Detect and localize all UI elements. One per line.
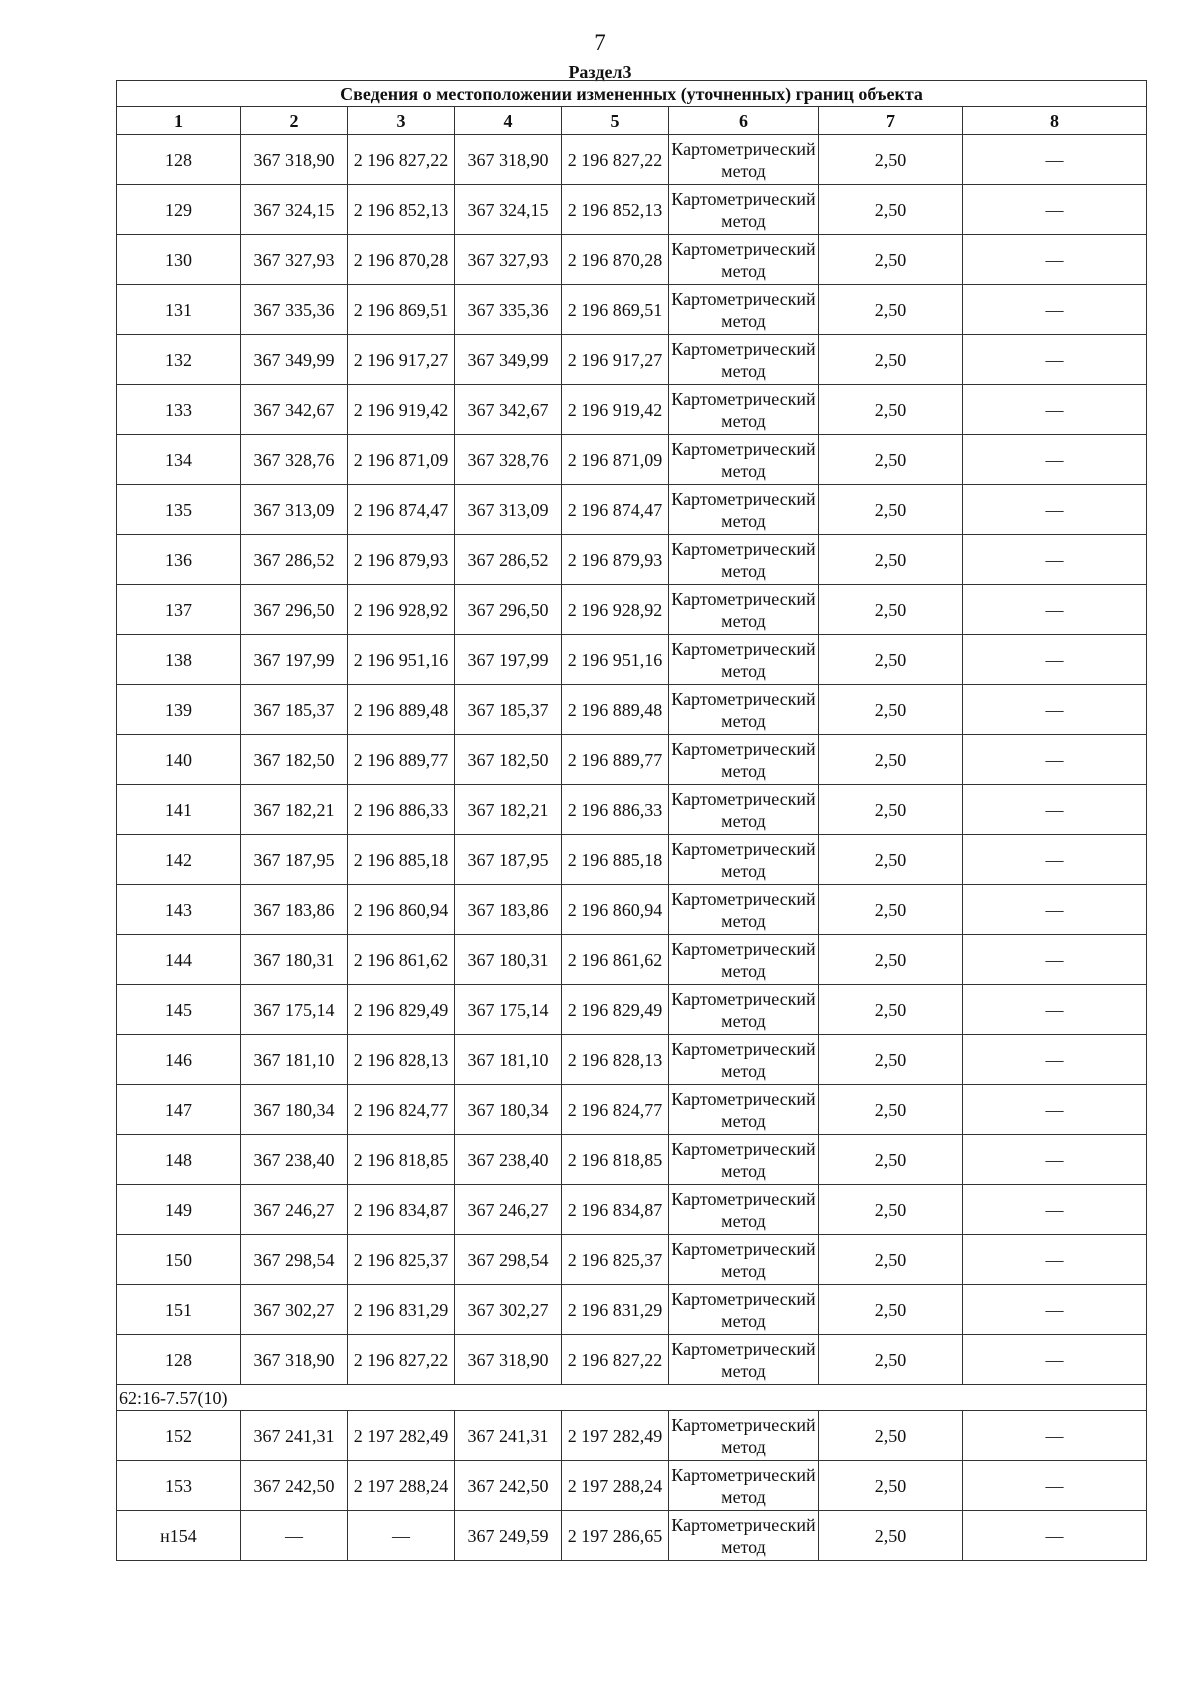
new-x-cell: 367 327,93: [455, 235, 562, 285]
column-header: 2: [241, 107, 348, 135]
table-body: [117, 81, 1147, 1561]
existing-x-cell: 367 342,67: [241, 385, 348, 435]
existing-y-cell: 2 197 282,49: [348, 1411, 455, 1461]
table-row: [117, 735, 1147, 785]
new-y-cell: 2 196 889,48: [562, 685, 669, 735]
method-cell: Картометрический метод: [669, 735, 819, 785]
existing-x-cell: 367 349,99: [241, 335, 348, 385]
existing-x-cell: 367 241,31: [241, 1411, 348, 1461]
existing-x-cell: 367 185,37: [241, 685, 348, 735]
method-cell: Картометрический метод: [669, 1135, 819, 1185]
description-cell: —: [963, 935, 1147, 985]
existing-y-cell: 2 196 827,22: [348, 1335, 455, 1385]
existing-x-cell: 367 324,15: [241, 185, 348, 235]
new-x-cell: 367 182,21: [455, 785, 562, 835]
accuracy-cell: 2,50: [819, 335, 963, 385]
new-x-cell: 367 313,09: [455, 485, 562, 535]
point-number-cell: 128: [117, 1335, 241, 1385]
existing-y-cell: 2 196 829,49: [348, 985, 455, 1035]
method-cell: Картометрический метод: [669, 1335, 819, 1385]
point-number-cell: 144: [117, 935, 241, 985]
description-cell: —: [963, 1235, 1147, 1285]
existing-x-cell: 367 286,52: [241, 535, 348, 585]
new-y-cell: 2 196 917,27: [562, 335, 669, 385]
point-number-cell: 137: [117, 585, 241, 635]
description-cell: —: [963, 1085, 1147, 1135]
new-x-cell: 367 241,31: [455, 1411, 562, 1461]
new-x-cell: 367 302,27: [455, 1285, 562, 1335]
point-number-cell: 136: [117, 535, 241, 585]
description-cell: —: [963, 885, 1147, 935]
new-x-cell: 367 181,10: [455, 1035, 562, 1085]
description-cell: —: [963, 985, 1147, 1035]
new-y-cell: 2 196 827,22: [562, 135, 669, 185]
existing-y-cell: 2 196 869,51: [348, 285, 455, 335]
point-number-cell: 153: [117, 1461, 241, 1511]
point-number-cell: 150: [117, 1235, 241, 1285]
new-x-cell: 367 298,54: [455, 1235, 562, 1285]
new-y-cell: 2 196 829,49: [562, 985, 669, 1035]
table-row: [117, 935, 1147, 985]
accuracy-cell: 2,50: [819, 1135, 963, 1185]
point-number-cell: 133: [117, 385, 241, 435]
new-x-cell: 367 187,95: [455, 835, 562, 885]
accuracy-cell: 2,50: [819, 235, 963, 285]
table-row: [117, 1511, 1147, 1561]
new-x-cell: 367 342,67: [455, 385, 562, 435]
existing-x-cell: 367 197,99: [241, 635, 348, 685]
boundary-coordinates-table: [116, 80, 1147, 1561]
accuracy-cell: 2,50: [819, 485, 963, 535]
method-cell: Картометрический метод: [669, 1085, 819, 1135]
accuracy-cell: 2,50: [819, 685, 963, 735]
column-header: 5: [562, 107, 669, 135]
point-number-cell: 146: [117, 1035, 241, 1085]
table-row: [117, 1135, 1147, 1185]
method-cell: Картометрический метод: [669, 285, 819, 335]
new-y-cell: 2 197 288,24: [562, 1461, 669, 1511]
table-row: [117, 335, 1147, 385]
method-cell: Картометрический метод: [669, 585, 819, 635]
point-number-cell: 130: [117, 235, 241, 285]
method-cell: Картометрический метод: [669, 1035, 819, 1085]
method-cell: Картометрический метод: [669, 1511, 819, 1561]
new-y-cell: 2 196 828,13: [562, 1035, 669, 1085]
existing-y-cell: 2 196 917,27: [348, 335, 455, 385]
new-y-cell: 2 196 886,33: [562, 785, 669, 835]
existing-y-cell: 2 197 288,24: [348, 1461, 455, 1511]
existing-x-cell: 367 180,34: [241, 1085, 348, 1135]
new-y-cell: 2 196 818,85: [562, 1135, 669, 1185]
point-number-cell: 143: [117, 885, 241, 935]
accuracy-cell: 2,50: [819, 1511, 963, 1561]
existing-y-cell: 2 196 861,62: [348, 935, 455, 985]
accuracy-cell: 2,50: [819, 285, 963, 335]
method-cell: Картометрический метод: [669, 235, 819, 285]
table-row: [117, 385, 1147, 435]
point-number-cell: 145: [117, 985, 241, 1035]
new-y-cell: 2 196 879,93: [562, 535, 669, 585]
new-y-cell: 2 196 860,94: [562, 885, 669, 935]
existing-y-cell: 2 196 919,42: [348, 385, 455, 435]
method-cell: Картометрический метод: [669, 885, 819, 935]
point-number-cell: 135: [117, 485, 241, 535]
accuracy-cell: 2,50: [819, 385, 963, 435]
method-cell: Картометрический метод: [669, 635, 819, 685]
point-number-cell: 152: [117, 1411, 241, 1461]
point-number-cell: 140: [117, 735, 241, 785]
accuracy-cell: 2,50: [819, 635, 963, 685]
accuracy-cell: 2,50: [819, 785, 963, 835]
description-cell: —: [963, 1035, 1147, 1085]
description-cell: —: [963, 785, 1147, 835]
new-y-cell: 2 196 869,51: [562, 285, 669, 335]
new-x-cell: 367 197,99: [455, 635, 562, 685]
existing-x-cell: 367 296,50: [241, 585, 348, 635]
new-y-cell: 2 196 889,77: [562, 735, 669, 785]
description-cell: —: [963, 285, 1147, 335]
point-number-cell: н154: [117, 1511, 241, 1561]
new-y-cell: 2 196 861,62: [562, 935, 669, 985]
existing-y-cell: 2 196 886,33: [348, 785, 455, 835]
accuracy-cell: 2,50: [819, 1085, 963, 1135]
point-number-cell: 149: [117, 1185, 241, 1235]
existing-x-cell: 367 182,50: [241, 735, 348, 785]
existing-x-cell: 367 238,40: [241, 1135, 348, 1185]
table-row: [117, 1411, 1147, 1461]
description-cell: —: [963, 585, 1147, 635]
table-row: [117, 1035, 1147, 1085]
point-number-cell: 131: [117, 285, 241, 335]
new-y-cell: 2 196 831,29: [562, 1285, 669, 1335]
method-cell: Картометрический метод: [669, 1411, 819, 1461]
column-header: 7: [819, 107, 963, 135]
table-row: [117, 885, 1147, 935]
new-y-cell: 2 196 870,28: [562, 235, 669, 285]
existing-y-cell: 2 196 852,13: [348, 185, 455, 235]
new-x-cell: 367 324,15: [455, 185, 562, 235]
accuracy-cell: 2,50: [819, 185, 963, 235]
new-x-cell: 367 318,90: [455, 1335, 562, 1385]
new-x-cell: 367 238,40: [455, 1135, 562, 1185]
table-row: [117, 235, 1147, 285]
existing-y-cell: 2 196 870,28: [348, 235, 455, 285]
column-header: 3: [348, 107, 455, 135]
method-cell: Картометрический метод: [669, 385, 819, 435]
method-cell: Картометрический метод: [669, 835, 819, 885]
accuracy-cell: 2,50: [819, 585, 963, 635]
new-y-cell: 2 197 286,65: [562, 1511, 669, 1561]
accuracy-cell: 2,50: [819, 135, 963, 185]
point-number-cell: 128: [117, 135, 241, 185]
existing-y-cell: —: [348, 1511, 455, 1561]
point-number-cell: 129: [117, 185, 241, 235]
point-number-cell: 138: [117, 635, 241, 685]
table-row: [117, 135, 1147, 185]
method-cell: Картометрический метод: [669, 685, 819, 735]
accuracy-cell: 2,50: [819, 435, 963, 485]
existing-x-cell: 367 180,31: [241, 935, 348, 985]
table-row: [117, 535, 1147, 585]
accuracy-cell: 2,50: [819, 1235, 963, 1285]
existing-y-cell: 2 196 951,16: [348, 635, 455, 685]
new-y-cell: 2 196 928,92: [562, 585, 669, 635]
table-row: [117, 435, 1147, 485]
new-x-cell: 367 296,50: [455, 585, 562, 635]
description-cell: —: [963, 385, 1147, 435]
method-cell: Картометрический метод: [669, 1185, 819, 1235]
table-caption: Сведения о местоположении измененных (уточненных) границ объекта: [117, 81, 1147, 107]
method-cell: Картометрический метод: [669, 535, 819, 585]
method-cell: Картометрический метод: [669, 135, 819, 185]
description-cell: —: [963, 1511, 1147, 1561]
section-title: Раздел3: [568, 62, 632, 82]
new-x-cell: 367 183,86: [455, 885, 562, 935]
new-x-cell: 367 328,76: [455, 435, 562, 485]
existing-x-cell: 367 242,50: [241, 1461, 348, 1511]
new-y-cell: 2 196 825,37: [562, 1235, 669, 1285]
new-y-cell: 2 196 874,47: [562, 485, 669, 535]
method-cell: Картометрический метод: [669, 1285, 819, 1335]
new-x-cell: 367 175,14: [455, 985, 562, 1035]
existing-y-cell: 2 196 818,85: [348, 1135, 455, 1185]
accuracy-cell: 2,50: [819, 985, 963, 1035]
method-cell: Картометрический метод: [669, 1235, 819, 1285]
new-x-cell: 367 246,27: [455, 1185, 562, 1235]
description-cell: —: [963, 535, 1147, 585]
new-y-cell: 2 196 951,16: [562, 635, 669, 685]
accuracy-cell: 2,50: [819, 885, 963, 935]
column-header: 6: [669, 107, 819, 135]
table-row: [117, 1335, 1147, 1385]
existing-x-cell: 367 246,27: [241, 1185, 348, 1235]
table-row: [117, 635, 1147, 685]
point-number-cell: 142: [117, 835, 241, 885]
new-y-cell: 2 196 871,09: [562, 435, 669, 485]
point-number-cell: 151: [117, 1285, 241, 1335]
new-y-cell: 2 196 919,42: [562, 385, 669, 435]
existing-y-cell: 2 196 889,77: [348, 735, 455, 785]
existing-x-cell: 367 183,86: [241, 885, 348, 935]
existing-y-cell: 2 196 834,87: [348, 1185, 455, 1235]
new-x-cell: 367 182,50: [455, 735, 562, 785]
description-cell: —: [963, 1285, 1147, 1335]
accuracy-cell: 2,50: [819, 1461, 963, 1511]
point-number-cell: 141: [117, 785, 241, 835]
existing-x-cell: 367 181,10: [241, 1035, 348, 1085]
method-cell: Картометрический метод: [669, 335, 819, 385]
table-row: [117, 685, 1147, 735]
existing-x-cell: —: [241, 1511, 348, 1561]
existing-y-cell: 2 196 827,22: [348, 135, 455, 185]
description-cell: —: [963, 1185, 1147, 1235]
point-number-cell: 147: [117, 1085, 241, 1135]
new-y-cell: 2 197 282,49: [562, 1411, 669, 1461]
new-y-cell: 2 196 852,13: [562, 185, 669, 235]
table-row: [117, 985, 1147, 1035]
new-x-cell: 367 349,99: [455, 335, 562, 385]
page-number: 7: [594, 30, 606, 55]
new-x-cell: 367 185,37: [455, 685, 562, 735]
table-caption-row: [117, 81, 1147, 107]
column-header: 4: [455, 107, 562, 135]
table-row: [117, 285, 1147, 335]
table-row: [117, 785, 1147, 835]
description-cell: —: [963, 135, 1147, 185]
point-number-cell: 132: [117, 335, 241, 385]
description-cell: —: [963, 1135, 1147, 1185]
table-row: [117, 1285, 1147, 1335]
new-x-cell: 367 249,59: [455, 1511, 562, 1561]
existing-y-cell: 2 196 885,18: [348, 835, 455, 885]
description-cell: —: [963, 1335, 1147, 1385]
table-row: [117, 185, 1147, 235]
point-number-cell: 134: [117, 435, 241, 485]
existing-x-cell: 367 318,90: [241, 1335, 348, 1385]
table-row: [117, 485, 1147, 535]
method-cell: Картометрический метод: [669, 435, 819, 485]
group-label: 62:16-7.57(10): [117, 1385, 1147, 1411]
new-y-cell: 2 196 885,18: [562, 835, 669, 885]
table-row: [117, 585, 1147, 635]
new-x-cell: 367 286,52: [455, 535, 562, 585]
accuracy-cell: 2,50: [819, 1411, 963, 1461]
description-cell: —: [963, 835, 1147, 885]
existing-x-cell: 367 327,93: [241, 235, 348, 285]
description-cell: —: [963, 185, 1147, 235]
new-x-cell: 367 242,50: [455, 1461, 562, 1511]
point-number-cell: 148: [117, 1135, 241, 1185]
existing-y-cell: 2 196 889,48: [348, 685, 455, 735]
point-number-cell: 139: [117, 685, 241, 735]
description-cell: —: [963, 485, 1147, 535]
existing-x-cell: 367 318,90: [241, 135, 348, 185]
description-cell: —: [963, 1461, 1147, 1511]
existing-y-cell: 2 196 874,47: [348, 485, 455, 535]
accuracy-cell: 2,50: [819, 1335, 963, 1385]
new-y-cell: 2 196 827,22: [562, 1335, 669, 1385]
accuracy-cell: 2,50: [819, 935, 963, 985]
method-cell: Картометрический метод: [669, 935, 819, 985]
table-row: [117, 835, 1147, 885]
accuracy-cell: 2,50: [819, 1035, 963, 1085]
existing-x-cell: 367 328,76: [241, 435, 348, 485]
existing-x-cell: 367 302,27: [241, 1285, 348, 1335]
new-x-cell: 367 180,31: [455, 935, 562, 985]
method-cell: Картометрический метод: [669, 985, 819, 1035]
existing-y-cell: 2 196 871,09: [348, 435, 455, 485]
existing-x-cell: 367 335,36: [241, 285, 348, 335]
accuracy-cell: 2,50: [819, 535, 963, 585]
new-x-cell: 367 180,34: [455, 1085, 562, 1135]
description-cell: —: [963, 635, 1147, 685]
new-x-cell: 367 318,90: [455, 135, 562, 185]
description-cell: —: [963, 685, 1147, 735]
method-cell: Картометрический метод: [669, 485, 819, 535]
table-row: [117, 1461, 1147, 1511]
method-cell: Картометрический метод: [669, 1461, 819, 1511]
existing-y-cell: 2 196 828,13: [348, 1035, 455, 1085]
new-y-cell: 2 196 824,77: [562, 1085, 669, 1135]
method-cell: Картометрический метод: [669, 785, 819, 835]
column-header: 1: [117, 107, 241, 135]
existing-x-cell: 367 313,09: [241, 485, 348, 535]
accuracy-cell: 2,50: [819, 735, 963, 785]
method-cell: Картометрический метод: [669, 185, 819, 235]
existing-y-cell: 2 196 928,92: [348, 585, 455, 635]
description-cell: —: [963, 335, 1147, 385]
existing-x-cell: 367 175,14: [241, 985, 348, 1035]
group-label-row: [117, 1385, 1147, 1411]
table-row: [117, 1185, 1147, 1235]
existing-x-cell: 367 187,95: [241, 835, 348, 885]
existing-y-cell: 2 196 879,93: [348, 535, 455, 585]
existing-y-cell: 2 196 825,37: [348, 1235, 455, 1285]
table-row: [117, 1085, 1147, 1135]
table-header-row: [117, 107, 1147, 135]
existing-x-cell: 367 298,54: [241, 1235, 348, 1285]
column-header: 8: [963, 107, 1147, 135]
existing-y-cell: 2 196 860,94: [348, 885, 455, 935]
description-cell: —: [963, 235, 1147, 285]
new-x-cell: 367 335,36: [455, 285, 562, 335]
description-cell: —: [963, 1411, 1147, 1461]
existing-y-cell: 2 196 824,77: [348, 1085, 455, 1135]
description-cell: —: [963, 735, 1147, 785]
existing-x-cell: 367 182,21: [241, 785, 348, 835]
new-y-cell: 2 196 834,87: [562, 1185, 669, 1235]
description-cell: —: [963, 435, 1147, 485]
accuracy-cell: 2,50: [819, 835, 963, 885]
existing-y-cell: 2 196 831,29: [348, 1285, 455, 1335]
accuracy-cell: 2,50: [819, 1285, 963, 1335]
table-row: [117, 1235, 1147, 1285]
accuracy-cell: 2,50: [819, 1185, 963, 1235]
